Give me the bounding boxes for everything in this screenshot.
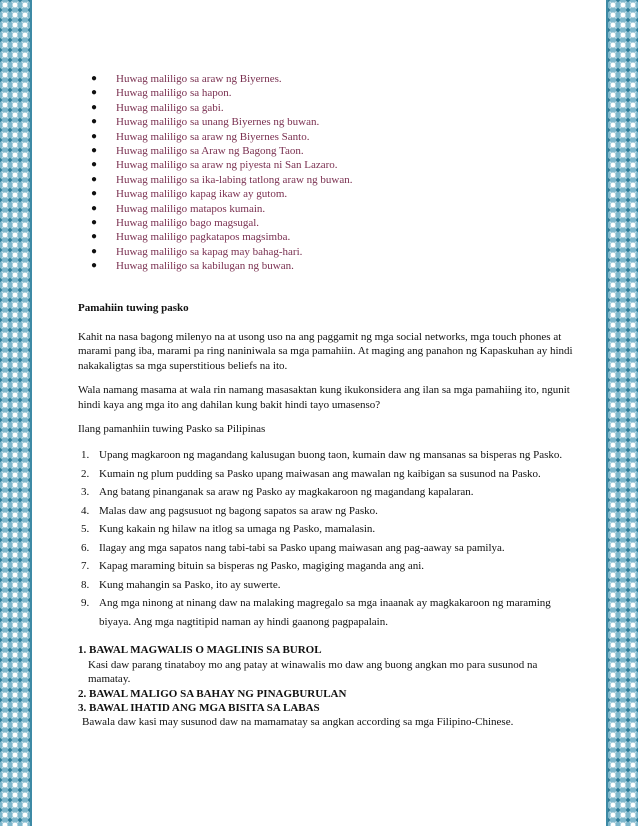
bullet-verb: Huwag maliligo: [116, 231, 188, 244]
bullet-text: sa unang Biyernes ng buwan.: [190, 116, 320, 129]
bullet-text: sa ika-labing tatlong araw ng buwan.: [190, 173, 353, 186]
item-number: 1.: [81, 449, 90, 462]
bullet-list: [78, 72, 578, 273]
item-text: Kumain ng plum pudding sa Pasko upang maiwasan ang mawalan ng kaibigan sa susunod na Pasko.: [99, 467, 541, 480]
bullet-icon: ●: [91, 245, 98, 257]
bullet-text: sa araw ng Biyernes.: [190, 73, 282, 85]
paragraph-list-title: Ilang pamanhiin tuwing Pasko sa Pilipinas: [78, 422, 266, 435]
bullet-icon: ●: [91, 73, 98, 84]
bullet-item: [91, 86, 578, 100]
bullet-verb: Huwag maliligo: [116, 101, 188, 114]
item-number: 2.: [81, 467, 90, 480]
document-page: [78, 72, 578, 730]
bullet-icon: ●: [91, 87, 98, 99]
bullet-verb: Huwag maliligo: [116, 87, 188, 100]
item-number: 3.: [81, 486, 90, 499]
numbered-item: [78, 557, 578, 576]
bullet-icon: ●: [91, 116, 98, 128]
bullet-icon: ●: [91, 173, 98, 185]
paragraph-intro: Kahit na nasa bagong milenyo na at usong uso na ang paggamit ng mga social networks, mga touch phones at marami pang iba, marami pa ring naniniwala sa mga pamahiin. At maging ang panahon ng Kapaskuhan ay hindi nakakaligtas sa mga superstitious beliefs na ito.: [78, 330, 573, 372]
item-text: Upang magkaroon ng magandang kalusugan buong taon, kumain daw ng mansanas sa bisperas ng Pasko.: [99, 449, 563, 462]
item-number: 8.: [81, 578, 90, 591]
bullet-text: pagkatapos magsimba.: [190, 231, 291, 244]
numbered-item: [78, 576, 578, 595]
bullet-text: kapag ikaw ay gutom.: [190, 188, 288, 201]
bullet-icon: ●: [91, 144, 98, 156]
bullet-item: [91, 187, 578, 201]
heading-bawal-3: 3. BAWAL IHATID ANG MGA BISITA SA LABAS: [78, 701, 320, 714]
heading-bawal-2: 2. BAWAL MALIGO SA BAHAY NG PINAGBURULAN: [78, 687, 347, 700]
bullet-text: bago magsugal.: [190, 216, 260, 229]
bullet-item: [91, 158, 578, 172]
bullet-item: [91, 144, 578, 158]
bullet-text: sa araw ng Biyernes Santo.: [190, 130, 310, 143]
bullet-text: sa kabilugan ng buwan.: [190, 260, 294, 273]
bullet-text: matapos kumain.: [190, 202, 266, 215]
bullet-text: sa kapag may bahag-hari.: [190, 245, 303, 258]
bullet-verb: Huwag maliligo: [116, 216, 188, 229]
item-text: Kung kakain ng hilaw na itlog sa umaga ng Pasko, mamalasin.: [99, 523, 376, 536]
bullet-verb: Huwag maliligo: [116, 159, 188, 172]
item-text: Kapag maraming bituin sa bisperas ng Pasko, magiging maganda ang ani.: [99, 560, 425, 573]
bullet-icon: ●: [91, 130, 98, 142]
bullet-item: [91, 115, 578, 129]
bullet-verb: Huwag maliligo: [116, 73, 188, 85]
numbered-list: [78, 446, 578, 631]
numbered-item: [78, 520, 578, 539]
numbered-item: [78, 594, 578, 631]
item-number: 4.: [81, 504, 90, 517]
item-number: 9.: [81, 597, 90, 610]
text-bawal-1: Kasi daw parang tinataboy mo ang patay at winawalis mo daw ang buong angkan mo para susunod na mamatay.: [88, 658, 538, 686]
numbered-item: [78, 446, 578, 465]
bullet-item: [91, 259, 578, 273]
item-number: 7.: [81, 560, 90, 573]
numbered-item: [78, 465, 578, 484]
item-text: Kung mahangin sa Pasko, ito ay suwerte.: [99, 578, 281, 591]
item-number: 5.: [81, 523, 90, 536]
bullet-icon: ●: [91, 188, 98, 200]
bullet-item: [91, 202, 578, 216]
bullet-item: [91, 245, 578, 259]
numbered-item: [78, 483, 578, 502]
bullet-text: sa araw ng piyesta ni San Lazaro.: [190, 159, 338, 172]
numbered-item: [78, 539, 578, 558]
bullet-text: sa gabi.: [190, 101, 224, 114]
item-text: Ang mga ninong at ninang daw na malaking magregalo sa mga inaanak ay magkakaroon ng maraming biyaya. Ang mga nagtitipid naman ay hindi gaanong pagpapalain.: [99, 597, 551, 628]
item-text: Ilagay ang mga sapatos nang tabi-tabi sa Pasko upang maiwasan ang pag-aaway sa pamilya.: [99, 541, 505, 554]
bullet-icon: ●: [91, 159, 98, 171]
bullet-verb: Huwag maliligo: [116, 245, 188, 258]
bullet-item: [91, 72, 578, 86]
section-heading: Pamahiin tuwing pasko: [78, 302, 189, 315]
decorative-border-right: [606, 0, 638, 826]
bullet-verb: Huwag maliligo: [116, 144, 188, 157]
bullet-item: [91, 130, 578, 144]
item-text: Ang batang pinanganak sa araw ng Pasko ay magkakaroon ng magandang kapalaran.: [99, 486, 474, 499]
bullet-verb: Huwag maliligo: [116, 260, 188, 273]
item-text: Malas daw ang pagsusuot ng bagong sapatos sa araw ng Pasko.: [99, 504, 378, 517]
bullet-icon: ●: [91, 216, 98, 228]
bullet-item: [91, 173, 578, 187]
bullet-item: [91, 216, 578, 230]
text-bawal-3: Bawala daw kasi may susunod daw na mamamatay sa angkan according sa mga Filipino-Chinese.: [82, 716, 514, 729]
bullet-icon: ●: [91, 260, 98, 272]
bullet-icon: ●: [91, 231, 98, 243]
bullet-verb: Huwag maliligo: [116, 173, 188, 186]
bullet-item: [91, 101, 578, 115]
bullet-item: [91, 230, 578, 244]
paragraph-question: Wala namang masama at wala rin namang masasaktan kung ikukonsidera ang ilan sa mga pamahiing ito, ngunit hindi kaya ang mga ito ang dahilan kung bakit hindi tayo umasenso?: [78, 384, 570, 411]
bullet-verb: Huwag maliligo: [116, 116, 188, 129]
bullet-icon: ●: [91, 202, 98, 214]
bullet-icon: ●: [91, 101, 98, 113]
item-number: 6.: [81, 541, 90, 554]
bullet-text: sa hapon.: [190, 87, 232, 100]
bullet-text: sa Araw ng Bagong Taon.: [190, 144, 304, 157]
bullet-verb: Huwag maliligo: [116, 202, 188, 215]
bullet-verb: Huwag maliligo: [116, 188, 188, 201]
numbered-item: [78, 502, 578, 521]
bullet-verb: Huwag maliligo: [116, 130, 188, 143]
decorative-border-left: [0, 0, 32, 826]
heading-bawal-1: 1. BAWAL MAGWALIS O MAGLINIS SA BUROL: [78, 644, 322, 657]
